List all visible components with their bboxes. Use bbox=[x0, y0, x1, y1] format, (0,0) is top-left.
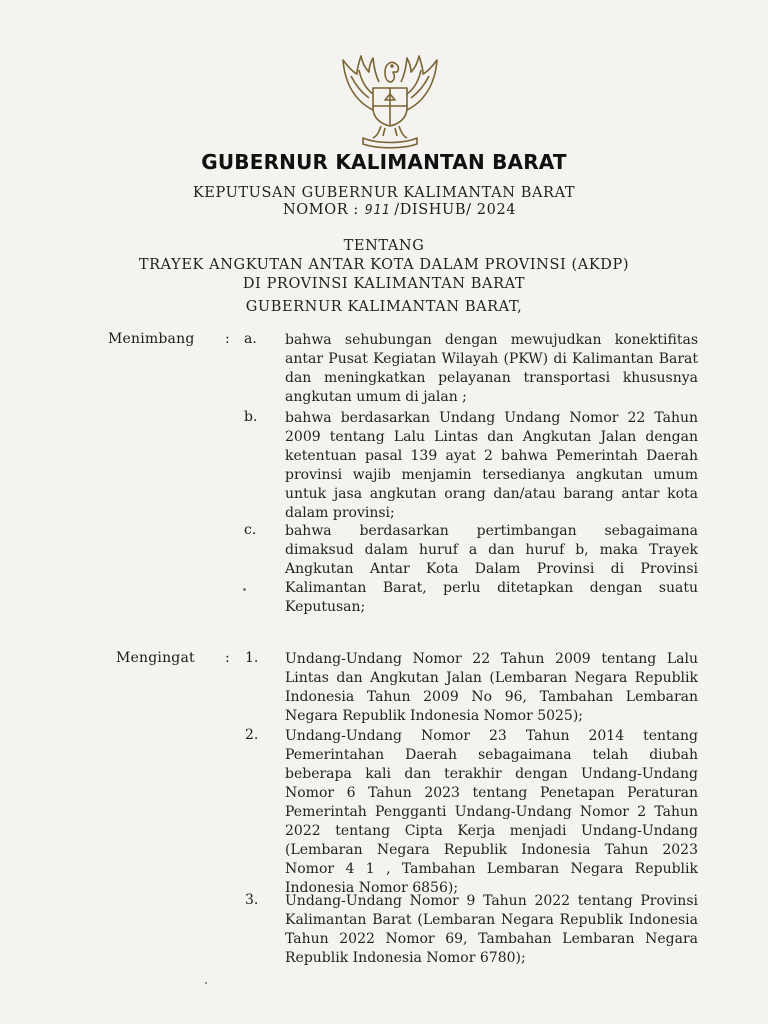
subject-line-2: DI PROVINSI KALIMANTAN BARAT bbox=[242, 276, 526, 292]
scan-speck bbox=[243, 588, 246, 591]
scan-speck bbox=[205, 982, 207, 984]
decree-title: KEPUTUSAN GUBERNUR KALIMANTAN BARAT bbox=[192, 185, 576, 201]
issuer-heading: GUBERNUR KALIMANTAN BARAT bbox=[201, 150, 567, 174]
mengingat-colon: : bbox=[225, 650, 230, 666]
decree-number-line bbox=[283, 202, 516, 218]
nomor-label: NOMOR : bbox=[283, 202, 359, 218]
tentang-label: TENTANG bbox=[343, 238, 425, 254]
mengingat-item-3: Undang-Undang Nomor 9 Tahun 2022 tentang Provinsi Kalimantan Barat (Lembaran Negara Republik Indonesia Tahun 2022 Nomor 69, Tambahan Lembaran Negara Republik Indonesia Nomor 6780); bbox=[285, 893, 698, 966]
mengingat-label: Mengingat bbox=[116, 650, 195, 666]
subject-line-1: TRAYEK ANGKUTAN ANTAR KOTA DALAM PROVINSI (AKDP) bbox=[138, 257, 630, 273]
mengingat-marker-1: 1. bbox=[245, 650, 259, 666]
menimbang-colon: : bbox=[225, 331, 230, 347]
menimbang-label: Menimbang bbox=[108, 331, 195, 347]
handwritten-number: 911 bbox=[364, 203, 391, 218]
nomor-suffix: /DISHUB/ 2024 bbox=[394, 202, 517, 218]
menimbang-item-a: bahwa sehubungan dengan mewujudkan konektifitas antar Pusat Kegiatan Wilayah (PKW) di Kalimantan Barat dan meningkatkan pelayanan transportasi khususnya angkutan umum di jalan ; bbox=[285, 332, 698, 405]
garuda-emblem-icon bbox=[333, 50, 447, 150]
mengingat-item-2: Undang-Undang Nomor 23 Tahun 2014 tentang Pemerintahan Daerah sebagaimana telah diubah beberapa kali dan terakhir dengan Undang-Undang Nomor 6 Tahun 2023 tentang Penetapan Peraturan Pemerintah Pengganti Undang-Undang Nomor 2 Tahun 2022 tentang Cipta Kerja menjadi Undang-Undang (Lembaran Negara Republik Indonesia Tahun 2023 Nomor 4 1 , Tambahan Lembaran Negara Republik Indonesia Nomor 6856); bbox=[285, 728, 698, 896]
mengingat-marker-2: 2. bbox=[245, 727, 259, 743]
issuer-line: GUBERNUR KALIMANTAN BARAT, bbox=[245, 299, 523, 315]
mengingat-marker-3: 3. bbox=[245, 892, 259, 908]
menimbang-marker-c: c. bbox=[244, 522, 257, 538]
menimbang-marker-b: b. bbox=[244, 409, 258, 425]
menimbang-item-b: bahwa berdasarkan Undang Undang Nomor 22 Tahun 2009 tentang Lalu Lintas dan Angkutan Jalan dengan ketentuan pasal 139 ayat 2 bahwa Pemerintah Daerah provinsi wajib menjamin tersedianya angkutan umum untuk jasa angkutan orang dan/atau barang antar kota dalam provinsi; bbox=[285, 410, 698, 521]
menimbang-marker-a: a. bbox=[244, 331, 257, 347]
mengingat-item-1: Undang-Undang Nomor 22 Tahun 2009 tentang Lalu Lintas dan Angkutan Jalan (Lembaran Negara Republik Indonesia Tahun 2009 No 96, Tambahan Lembaran Negara Republik Indonesia Nomor 5025); bbox=[285, 651, 698, 724]
menimbang-item-c: bahwa berdasarkan pertimbangan sebagaimana dimaksud dalam huruf a dan huruf b, maka Trayek Angkutan Antar Kota Dalam Provinsi di Provinsi Kalimantan Barat, perlu ditetapkan dengan suatu Keputusan; bbox=[285, 523, 698, 615]
